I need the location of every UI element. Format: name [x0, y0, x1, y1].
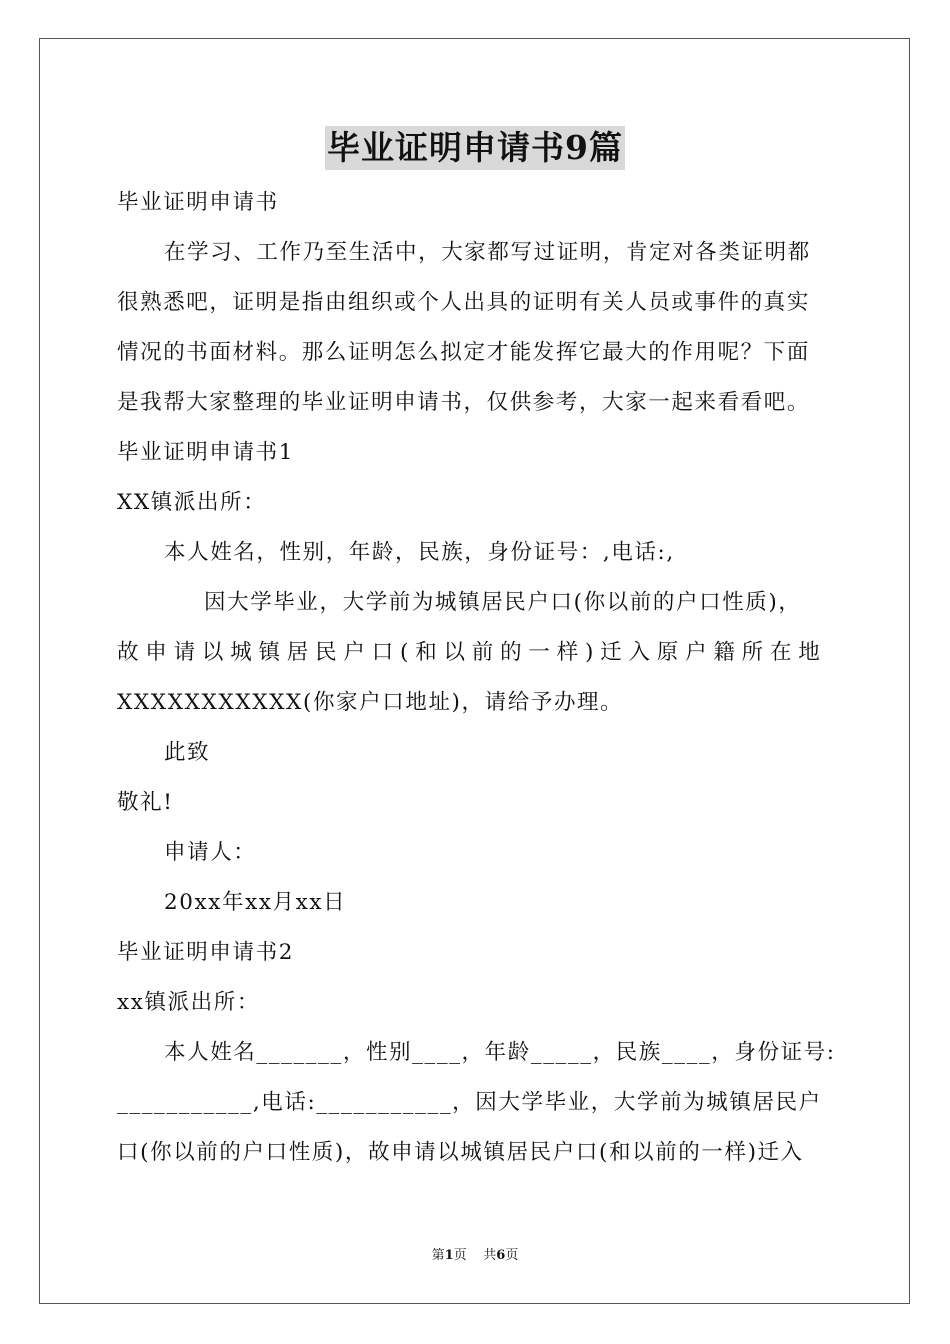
applicant-info-line: 本人姓名_______，性别____，年龄_____，民族____，身份证号:: [164, 1040, 836, 1065]
body-paragraph-line: 口(你以前的户口性质)，故申请以城镇居民户口(和以前的一样)迁入: [117, 1140, 804, 1165]
salutation-line: 敬礼!: [117, 790, 174, 815]
applicant-info-line: 本人姓名，性别，年龄，民族，身份证号：,电话:,: [164, 540, 675, 565]
page-label-suffix: 页: [453, 1248, 467, 1263]
intro-paragraph-line: 很熟悉吧，证明是指由组织或个人出具的证明有关人员或事件的真实: [117, 290, 811, 315]
document-title: 毕业证明申请书9篇: [325, 126, 625, 170]
section-heading-2: 毕业证明申请书2: [117, 940, 294, 965]
body-paragraph-line: 因大学毕业，大学前为城镇居民户口(你以前的户口性质)，: [204, 590, 802, 615]
body-paragraph-line: XXXXXXXXXXX(你家户口地址)，请给予办理。: [117, 690, 624, 715]
total-label-prefix: 共: [483, 1248, 497, 1263]
total-label-suffix: 页: [505, 1248, 519, 1263]
recipient-line: xx镇派出所：: [117, 990, 260, 1015]
closing-line: 此致: [164, 740, 211, 765]
section-heading-1: 毕业证明申请书1: [117, 440, 294, 465]
body-paragraph-line: 故申请以城镇居民户口(和以前的一样)迁入原户籍所在地: [117, 640, 827, 665]
page-label-prefix: 第: [431, 1248, 445, 1263]
document-body: [117, 178, 836, 1178]
intro-paragraph-line: 在学习、工作乃至生活中，大家都写过证明，肯定对各类证明都: [164, 240, 811, 265]
intro-paragraph-line: 是我帮大家整理的毕业证明申请书，仅供参考，大家一起来看看吧。: [117, 390, 811, 415]
total-page-count: 6: [496, 1248, 506, 1263]
page-footer: [0, 1246, 950, 1266]
current-page-number: 1: [444, 1248, 454, 1263]
body-paragraph-line: ___________,电话:___________，因大学毕业，大学前为城镇居民户: [117, 1090, 822, 1115]
intro-paragraph-line: 情况的书面材料。那么证明怎么拟定才能发挥它最大的作用呢？下面: [117, 340, 811, 365]
date-line: 20xx年xx月xx日: [164, 890, 347, 915]
section-heading: 毕业证明申请书: [117, 190, 279, 215]
recipient-line: XX镇派出所：: [117, 490, 267, 515]
signature-line: 申请人：: [164, 840, 257, 865]
title-container: [0, 126, 950, 170]
